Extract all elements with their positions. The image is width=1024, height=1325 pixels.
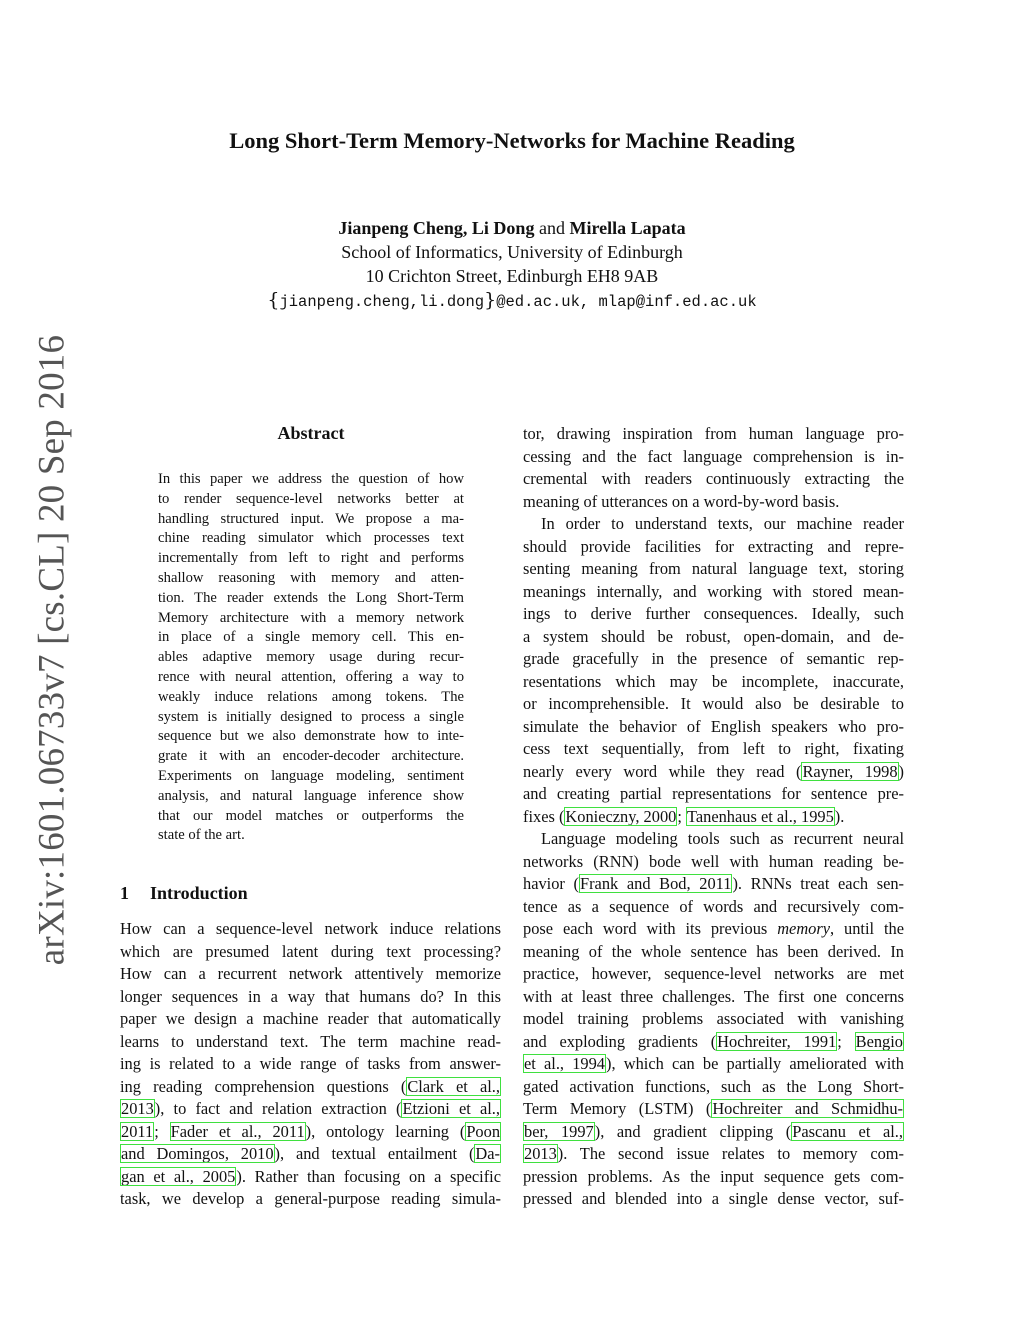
citation-link[interactable]: Pascanu et al., [792, 1121, 903, 1141]
citation-link[interactable]: Rayner, 1998 [802, 761, 898, 781]
text-fragment: pose each word with its previous [523, 919, 778, 938]
text-line [523, 918, 904, 941]
text-line: cess text sequentially, from left to right, fixating [523, 739, 904, 758]
text-fragment: fixes ( [523, 806, 565, 826]
email-brace-close: } [484, 289, 497, 311]
text-line [523, 806, 904, 829]
text-line: meaning of the whole sentence has been derived. In [523, 941, 904, 961]
citation-link[interactable]: Clark et al., [407, 1076, 500, 1096]
text-line: cremental with readers continuously extracting the [523, 469, 904, 488]
abstract-line: In this paper we address the question of how [158, 471, 464, 487]
text-line: meaning of utterances on a word-by-word basis. [523, 491, 840, 511]
citation-link[interactable]: Hochreiter and Schmidhu- [712, 1099, 903, 1118]
text-line: How can a sequence-level network induce relations [120, 919, 501, 938]
text-fragment: ). Rather than focusing on a specific [236, 1166, 501, 1186]
citation-link[interactable]: and Domingos, 2010 [121, 1144, 274, 1163]
text-line [523, 1031, 904, 1054]
abstract-line: Memory architecture with a memory network [158, 609, 464, 626]
abstract-line: handling structured input. We propose a ma- [158, 510, 464, 527]
text-line: pressed and blended into a single dense vector, suf- [523, 1189, 904, 1208]
email-brace-open: { [267, 289, 280, 311]
abstract-line: rence with neural attention, offering a way to [158, 668, 464, 685]
text-fragment: ), ontology learning ( [305, 1121, 466, 1141]
text-line [523, 1121, 904, 1144]
text-line: ing is related to a wide range of tasks from answer- [120, 1054, 501, 1073]
citation-link[interactable]: Fader et al., 2011 [170, 1121, 305, 1141]
text-fragment: ), which can be partially ameliorated with [606, 1054, 904, 1073]
author-names [0, 216, 1024, 240]
text-fragment: ). The second issue relates to memory com- [557, 1144, 904, 1163]
text-line: ings to derive further consequences. Ideally, such [523, 604, 904, 623]
arxiv-identifier-text: arXiv:1601.06733v7 [cs.CL] 20 Sep 2016 [31, 334, 73, 966]
text-line: learns to understand text. The term machine read- [120, 1031, 501, 1051]
citation-link[interactable]: Hochreiter, 1991 [717, 1031, 837, 1051]
text-fragment: havior ( [523, 874, 579, 893]
text-line: senting meaning from natural language text, storing [523, 559, 904, 578]
text-line [523, 1053, 904, 1076]
citation-link[interactable]: ber, 1997 [524, 1121, 594, 1141]
citation-link[interactable]: gan et al., 2005 [121, 1166, 236, 1186]
author-cheng-dong: Jianpeng Cheng, Li Dong [338, 218, 535, 238]
author-conjunction: and [538, 218, 565, 238]
text-line: grade gracefully in the presence of semantic rep- [523, 649, 904, 668]
text-line: gated activation functions, such as the Long Short- [523, 1076, 904, 1096]
abstract-line: state of the art. [158, 827, 245, 844]
text-fragment: ; [837, 1031, 855, 1051]
citation-link[interactable]: Poon [466, 1121, 501, 1141]
paper-title: Long Short-Term Memory-Networks for Machine Reading [229, 128, 795, 153]
text-line [120, 1121, 501, 1144]
text-line: tor, drawing inspiration from human language pro- [523, 424, 904, 443]
text-line: pression problems. As the input sequence gets com- [523, 1166, 904, 1186]
text-fragment: , until the [830, 919, 904, 938]
abstract-line: incrementally from left to right and performs [158, 550, 464, 567]
text-fragment: Term Memory (LSTM) ( [523, 1099, 712, 1118]
citation-link[interactable]: Bengio [855, 1031, 903, 1051]
text-line: meanings internally, and working with stored mean- [523, 581, 904, 601]
intro-right-column [523, 423, 904, 1211]
emails [0, 288, 1024, 314]
abstract-line: grate it with an encoder-decoder architecture. [158, 748, 464, 765]
text-line: Language modeling tools such as recurrent neural [541, 829, 904, 848]
abstract-line: sequence but we also demonstrate how to inte- [158, 728, 464, 745]
text-line: longer sequences in a way that humans do? In this [120, 986, 501, 1006]
text-line: which are presumed latent during text processing? [120, 941, 501, 961]
text-line: with at least three challenges. The first one concerns [523, 986, 904, 1006]
citation-link[interactable]: Etzioni et al., [402, 1099, 501, 1118]
text-line: or incomprehensible. It would also be desirable to [523, 694, 904, 713]
text-fragment: ; [677, 806, 686, 826]
arxiv-identifier [22, 334, 82, 966]
text-line: In order to understand texts, our machine reader [541, 514, 904, 533]
citation-link[interactable]: Da- [475, 1144, 500, 1163]
text-fragment: ). [834, 806, 845, 826]
abstract-body [158, 470, 464, 846]
citation-link[interactable]: Frank and Bod, 2011 [579, 874, 732, 893]
text-fragment: ), to fact and relation extraction ( [154, 1099, 402, 1118]
text-line [120, 1143, 501, 1166]
text-line [523, 873, 904, 896]
abstract-line: Experiments on language modeling, sentiment [158, 767, 464, 784]
text-line: paper we design a machine reader that automatically [120, 1009, 501, 1028]
abstract-line: analysis, and natural language inference show [158, 787, 464, 804]
section-number: 1 [120, 883, 129, 903]
text-line: networks (RNN) bode well with human reading be- [523, 851, 904, 871]
citation-link[interactable]: et al., 1994 [524, 1054, 605, 1073]
citation-link[interactable]: 2013 [524, 1144, 557, 1163]
text-line: task, we develop a general-purpose reading simula- [120, 1189, 501, 1208]
abstract-line: weakly induce relations among tokens. The [158, 688, 464, 705]
abstract-line: ables adaptive memory usage during recur- [158, 649, 464, 666]
abstract-line: that our model matches or outperforms the [158, 807, 464, 824]
intro-left-column [120, 918, 501, 1211]
abstract-line: shallow reasoning with memory and atten- [158, 569, 464, 586]
text-line: How can a recurrent network attentively memorize [120, 964, 501, 983]
text-fragment: and exploding gradients ( [523, 1031, 717, 1051]
text-line [120, 1166, 501, 1189]
text-line [120, 1098, 501, 1121]
affiliation: School of Informatics, University of Edinburgh [341, 242, 683, 262]
abstract-line: to render sequence-level networks better at [158, 490, 464, 507]
citation-link[interactable]: 2013 [121, 1099, 154, 1118]
text-fragment: ), and gradient clipping ( [594, 1121, 792, 1141]
section-heading-introduction [120, 883, 248, 904]
author-block [0, 216, 1024, 314]
text-line [523, 761, 904, 784]
text-fragment: ing reading comprehension questions ( [120, 1076, 407, 1096]
citation-link[interactable]: Tanenhaus et al., 1995 [687, 806, 834, 826]
text-line: simulate the behavior of English speakers who pro- [523, 716, 904, 736]
text-line: model training problems associated with vanishing [523, 1009, 904, 1028]
text-line: practice, however, sequence-level networks are met [523, 964, 904, 983]
text-fragment: nearly every word while they read ( [523, 761, 802, 781]
text-line: tence as a sequence of words and recursively com- [523, 896, 904, 916]
author-lapata: Mirella Lapata [569, 218, 686, 238]
text-fragment: ; [154, 1121, 170, 1141]
abstract-line: chine reading simulator which processes text [158, 530, 464, 547]
section-title: Introduction [150, 883, 248, 903]
emphasis-memory: memory [777, 919, 831, 938]
text-fragment: ). RNNs treat each sen- [732, 874, 905, 893]
text-line: a system should be robust, open-domain, and de- [523, 626, 904, 646]
email-group: jianpeng.cheng,li.dong [279, 293, 485, 311]
text-fragment: ) [898, 761, 904, 781]
citation-link[interactable]: Konieczny, 2000 [565, 806, 677, 826]
text-line: should provide facilities for extracting and repre- [523, 536, 904, 556]
abstract-line: tion. The reader extends the Long Short-Term [158, 589, 464, 606]
abstract-line: in place of a single memory cell. This en- [158, 629, 464, 646]
citation-link[interactable]: 2011 [121, 1121, 154, 1141]
abstract-line: system is initially designed to process a single [158, 708, 464, 725]
text-line [523, 1098, 904, 1121]
text-fragment: ), and textual entailment ( [274, 1144, 475, 1163]
text-line: and creating partial representations for sentence pre- [523, 784, 904, 803]
text-line: resentations which may be incomplete, inaccurate, [523, 671, 904, 691]
text-line [523, 1143, 904, 1166]
text-line [120, 1076, 501, 1099]
abstract-heading: Abstract [277, 423, 345, 443]
email-rest: @ed.ac.uk, mlap@inf.ed.ac.uk [496, 293, 757, 311]
address: 10 Crichton Street, Edinburgh EH8 9AB [365, 266, 659, 286]
text-line: cessing and the fact language comprehension is in- [523, 446, 904, 466]
